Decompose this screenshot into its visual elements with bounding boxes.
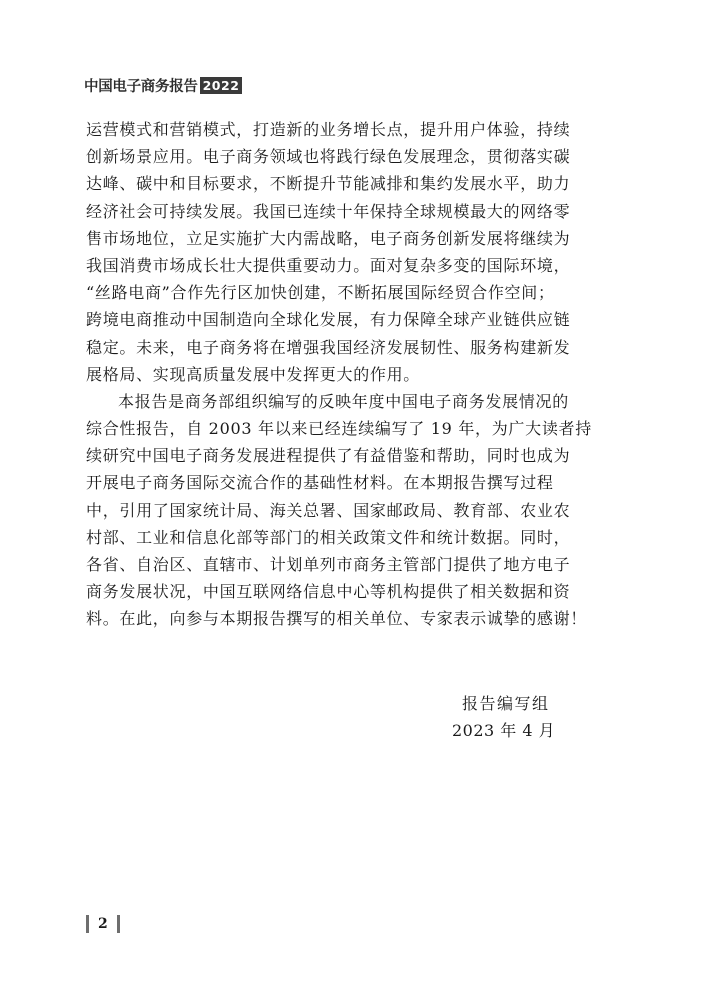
text-line: 综合性报告，自 2003 年以来已经连续编写了 19 年，为广大读者持 <box>86 419 592 439</box>
page-footer <box>86 914 120 934</box>
header-title: 中国电子商务报告 <box>84 78 198 95</box>
running-header <box>84 74 242 96</box>
text-line: 本报告是商务部组织编写的反映年度中国电子商务发展情况的 <box>118 391 569 411</box>
text-line: 达峰、碳中和目标要求，不断提升节能减排和集约发展水平，助力 <box>86 174 571 194</box>
text-line: 村部、工业和信息化部等部门的相关政策文件和统计数据。同时， <box>86 527 571 547</box>
text-line: 跨境电商推动中国制造向全球化发展，有力保障全球产业链供应链 <box>86 310 571 330</box>
page-number: 2 <box>98 916 108 932</box>
text-line: 展格局、实现高质量发展中发挥更大的作用。 <box>86 364 421 384</box>
text-line: 开展电子商务国际交流合作的基础性材料。在本期报告撰写过程 <box>86 473 554 493</box>
text-line: “丝路电商”合作先行区加快创建，不断拓展国际经贸合作空间； <box>86 283 555 303</box>
signature-author: 报告编写组 <box>462 694 550 713</box>
signature-block <box>0 690 710 744</box>
text-line: 续研究中国电子商务发展进程提供了有益借鉴和帮助，同时也成为 <box>86 446 571 466</box>
text-line: 经济社会可持续发展。我国已连续十年保持全球规模最大的网络零 <box>86 201 571 221</box>
text-line: 我国消费市场成长壮大提供重要动力。面对复杂多变的国际环境， <box>86 255 571 275</box>
text-line: 运营模式和营销模式，打造新的业务增长点，提升用户体验，持续 <box>86 120 571 139</box>
text-line: 稳定。未来，电子商务将在增强我国经济发展韧性、服务构建新发 <box>86 337 571 357</box>
text-line: 商务发展状况，中国互联网络信息中心等机构提供了相关数据和资 <box>86 582 571 602</box>
header-year-badge: 2022 <box>200 77 243 94</box>
signature-date: 2023 年 4 月 <box>452 721 556 740</box>
text-line: 中，引用了国家统计局、海关总署、国家邮政局、教育部、农业农 <box>86 500 571 520</box>
text-line: 各省、自治区、直辖市、计划单列市商务主管部门提供了地方电子 <box>86 555 571 574</box>
footer-bar-left <box>86 915 89 933</box>
text-line: 料。在此，向参与本期报告撰写的相关单位、专家表示诚挚的感谢！ <box>86 609 588 629</box>
body-text <box>86 116 622 633</box>
footer-bar-right <box>117 915 120 933</box>
text-line: 售市场地位，立足实施扩大内需战略，电子商务创新发展将继续为 <box>86 228 571 248</box>
text-line: 创新场景应用。电子商务领域也将践行绿色发展理念，贯彻落实碳 <box>86 147 571 167</box>
